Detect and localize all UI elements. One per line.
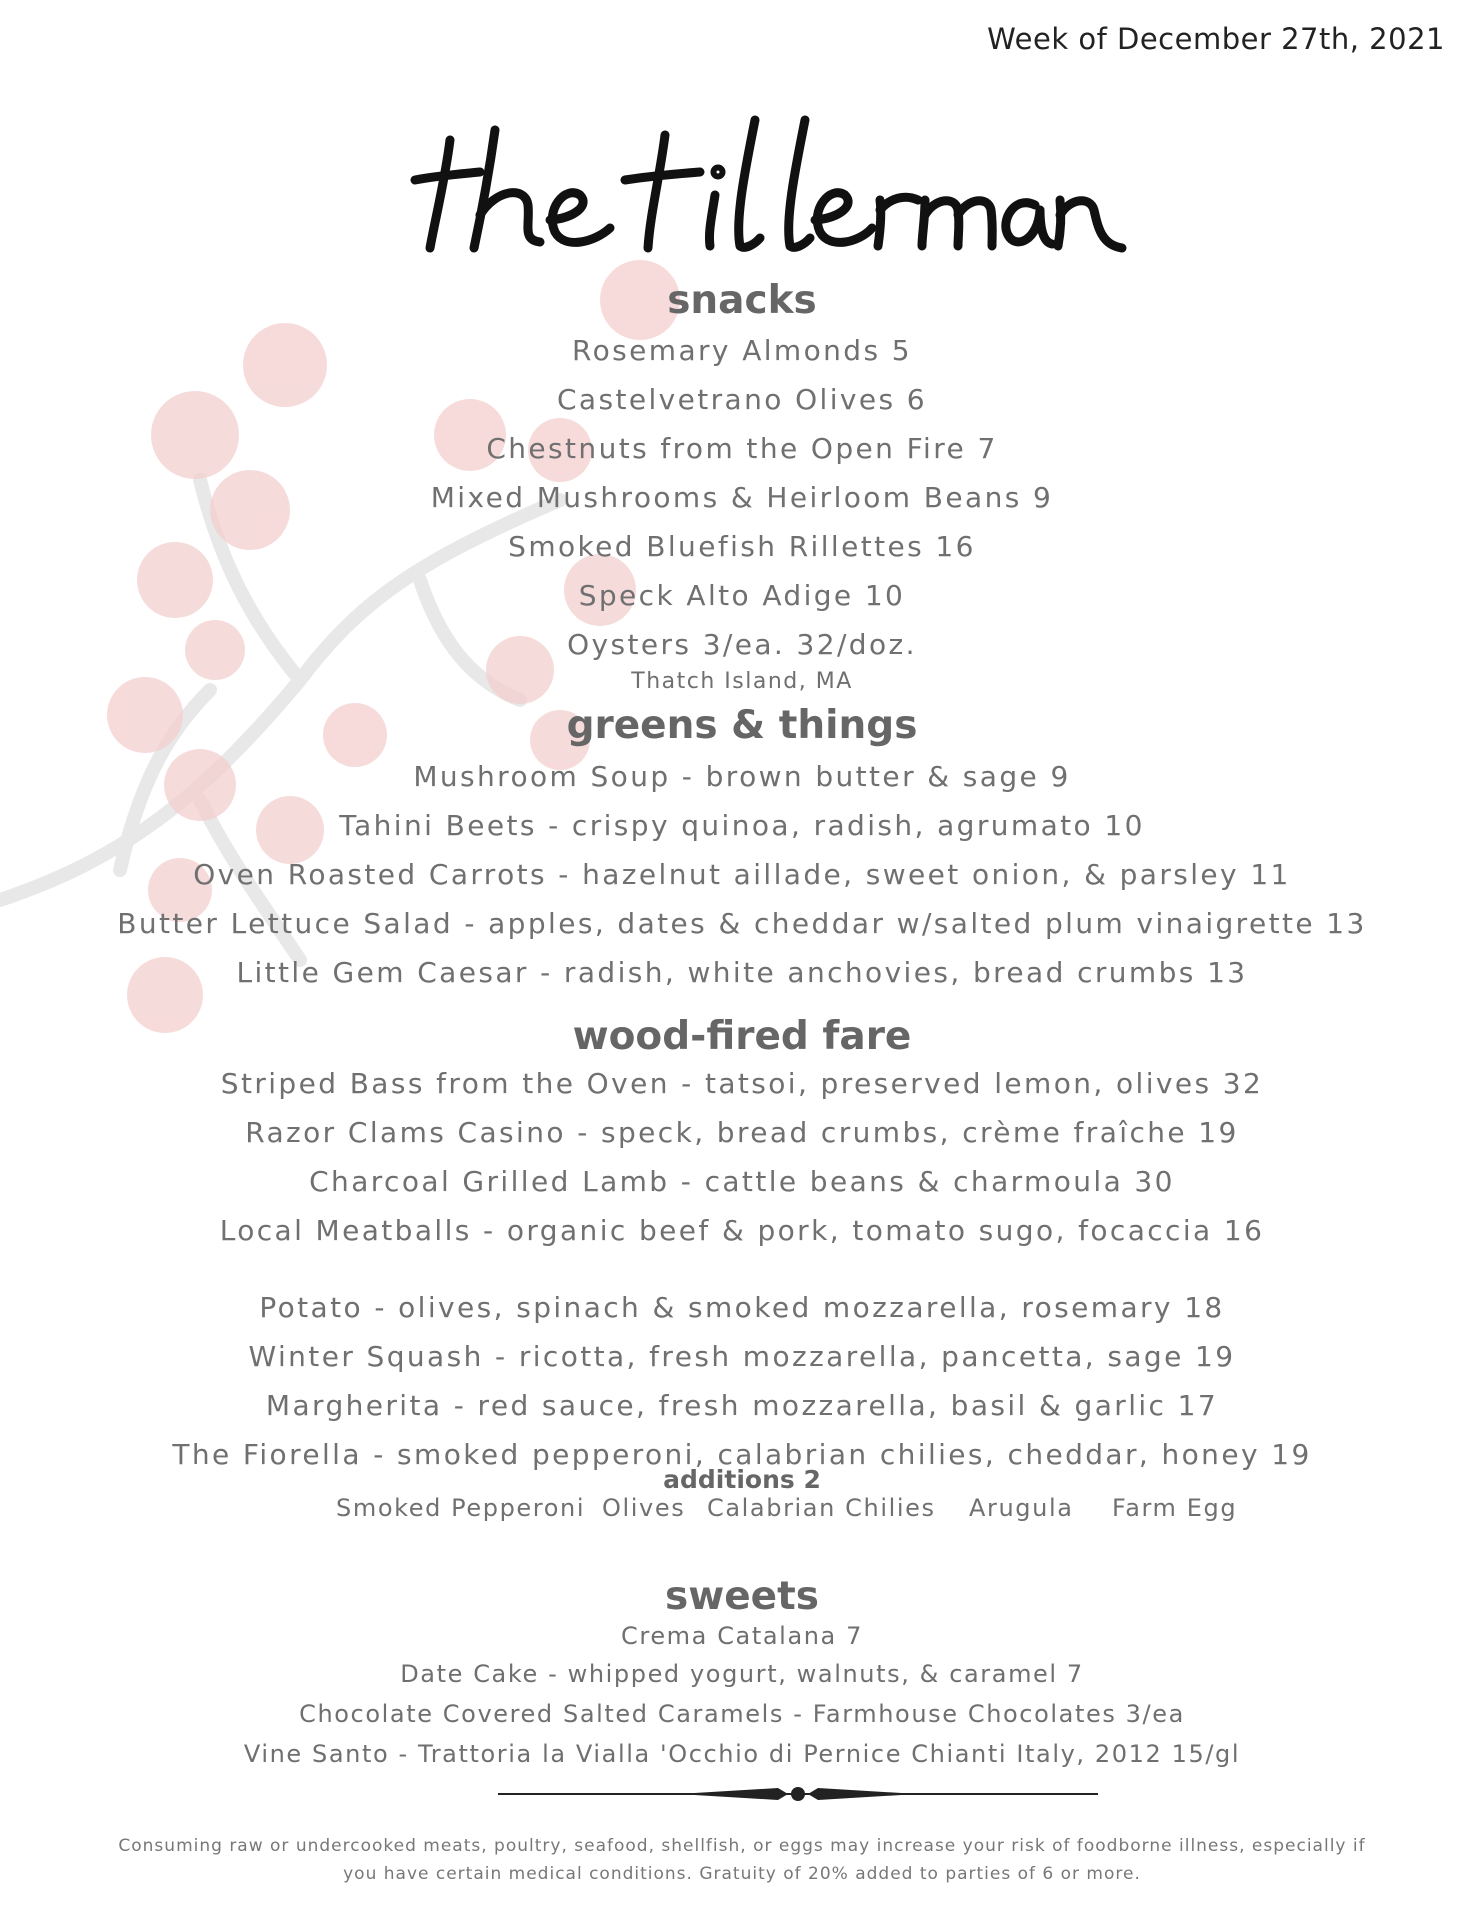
dessert-item: Date Cake - whipped yogurt, walnuts, & caramel 7 <box>400 1660 1084 1688</box>
pizza-item: The Fiorella - smoked pepperoni, calabrian chilies, cheddar, honey 19 <box>172 1438 1312 1471</box>
menu-item: Speck Alto Adige 10 <box>578 579 906 612</box>
menu-item: Butter Lettuce Salad - apples, dates & cheddar w/salted plum vinaigrette 13 <box>117 907 1367 940</box>
section-title-snacks: snacks <box>667 278 817 323</box>
pizza-item: Margherita - red sauce, fresh mozzarella, basil & garlic 17 <box>265 1389 1219 1422</box>
addition-item: Calabrian Chilies <box>707 1494 936 1522</box>
menu-item: Little Gem Caesar - radish, white anchovies, bread crumbs 13 <box>236 956 1248 989</box>
footer-disclaimer-line2: you have certain medical conditions. Gratuity of 20% added to parties of 6 or more. <box>343 1864 1141 1884</box>
menu-item: Mixed Mushrooms & Heirloom Beans 9 <box>430 481 1054 514</box>
section-title-sweets: sweets <box>664 1574 819 1619</box>
section-title-additions: additions 2 <box>663 1465 821 1494</box>
menu-item: Tahini Beets - crispy quinoa, radish, agrumato 10 <box>339 809 1145 842</box>
addition-item: Olives <box>602 1494 686 1522</box>
menu-item: Charcoal Grilled Lamb - cattle beans & charmoula 30 <box>309 1165 1175 1198</box>
addition-item: Farm Egg <box>1112 1494 1238 1522</box>
dessert-item: Vine Santo - Trattoria la Vialla 'Occhio di Pernice Chianti Italy, 2012 15/gl <box>243 1740 1241 1768</box>
menu-item: Oven Roasted Carrots - hazelnut aillade, sweet onion, & parsley 11 <box>193 858 1291 891</box>
section-title-wood-fired: wood-fired fare <box>572 1014 912 1059</box>
menu-item: Razor Clams Casino - speck, bread crumbs, crème fraîche 19 <box>245 1116 1239 1149</box>
menu-item: Chestnuts from the Open Fire 7 <box>486 432 998 465</box>
menu-item: Striped Bass from the Oven - tatsoi, preserved lemon, olives 32 <box>220 1067 1264 1100</box>
footer-disclaimer-line1: Consuming raw or undercooked meats, poultry, seafood, shellfish, or eggs may increase your risk of foodborne illness, especially if <box>118 1836 1366 1856</box>
addition-item: Smoked Pepperoni <box>336 1494 586 1522</box>
menu-item: Oysters 3/ea. 32/doz. <box>567 628 917 661</box>
oyster-origin: Thatch Island, MA <box>631 669 853 694</box>
week-label: Week of December 27th, 2021 <box>987 22 1445 56</box>
menu-item: Castelvetrano Olives 6 <box>556 383 927 416</box>
ornament-divider <box>498 1782 1098 1806</box>
section-title-greens: greens & things <box>566 703 918 748</box>
pizza-item: Winter Squash - ricotta, fresh mozzarella, pancetta, sage 19 <box>248 1340 1236 1373</box>
menu-item: Mushroom Soup - brown butter & sage 9 <box>413 760 1071 793</box>
dessert-item: Crema Catalana 7 <box>621 1622 863 1650</box>
pizza-item: Potato - olives, spinach & smoked mozzarella, rosemary 18 <box>259 1291 1225 1324</box>
menu-item: Smoked Bluefish Rillettes 16 <box>508 530 976 563</box>
menu-item: Rosemary Almonds 5 <box>572 334 912 367</box>
menu-item: Local Meatballs - organic beef & pork, tomato sugo, focaccia 16 <box>219 1214 1265 1247</box>
addition-item: Arugula <box>969 1494 1074 1522</box>
dessert-item: Chocolate Covered Salted Caramels - Farmhouse Chocolates 3/ea <box>299 1700 1185 1728</box>
tillerman-logo <box>410 110 1130 260</box>
